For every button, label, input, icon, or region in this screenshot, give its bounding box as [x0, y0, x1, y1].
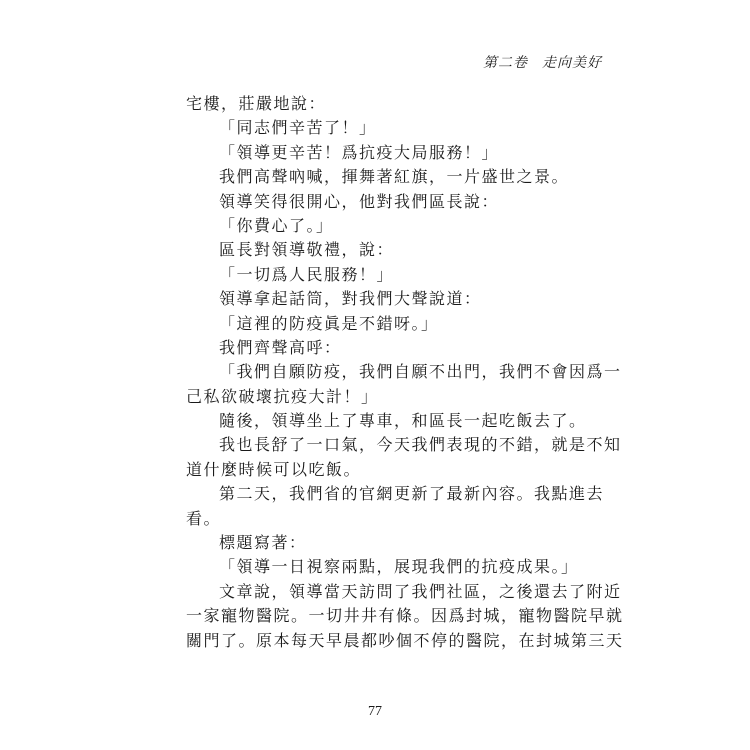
- text-line: 道什麼時候可以吃飯。: [186, 459, 362, 479]
- text-line: 「你費心了。」: [219, 215, 334, 235]
- page-number: 77: [368, 704, 382, 719]
- header-volume: 第二卷: [483, 55, 528, 71]
- text-line: 第二天，我們省的官網更新了最新內容。我點進去: [219, 484, 605, 504]
- text-line: 「領導更辛苦！爲抗疫大局服務！」: [219, 142, 500, 162]
- text-line: 「我們自願防疫，我們自願不出門，我們不會因爲一: [219, 362, 622, 382]
- text-line: 我們高聲吶喊，揮舞著紅旗，一片盛世之景。: [219, 167, 570, 187]
- text-line: 「這裡的防疫眞是不錯呀。」: [219, 313, 439, 333]
- text-line: 領導笑得很開心，他對我們區長說：: [219, 191, 500, 211]
- text-line: 宅樓，莊嚴地說：: [186, 94, 327, 113]
- text-line: 領導拿起話筒，對我們大聲說道：: [219, 289, 482, 309]
- text-line: 標題寫著：: [219, 533, 307, 553]
- text-line: 「一切爲人民服務！」: [219, 264, 395, 284]
- text-line: 文章說，領導當天訪問了我們社區，之後還去了附近: [219, 581, 622, 601]
- text-line: 己私欲破壞抗疫大計！」: [186, 386, 379, 406]
- running-header: [483, 52, 602, 72]
- text-line: 隨後，領導坐上了專車，和區長一起吃飯去了。: [219, 411, 587, 431]
- text-line: 看。: [186, 508, 222, 528]
- body-text: [186, 92, 624, 653]
- text-line: 區長對領導敬禮，說：: [219, 240, 395, 260]
- text-line: 我們齊聲高呼：: [219, 337, 342, 357]
- text-line: 「領導一日視察兩點，展現我們的抗疫成果。」: [219, 557, 579, 577]
- text-line: 關門了。原本每天早晨都吵個不停的醫院，在封城第三天: [186, 630, 624, 650]
- header-title: 走向美好: [542, 55, 602, 71]
- text-line: 「同志們辛苦了！」: [219, 118, 377, 138]
- text-line: 我也長舒了一口氣，今天我們表現的不錯，就是不知: [219, 435, 622, 455]
- text-line: 一家寵物醫院。一切井井有條。因爲封城，寵物醫院早就: [186, 606, 624, 626]
